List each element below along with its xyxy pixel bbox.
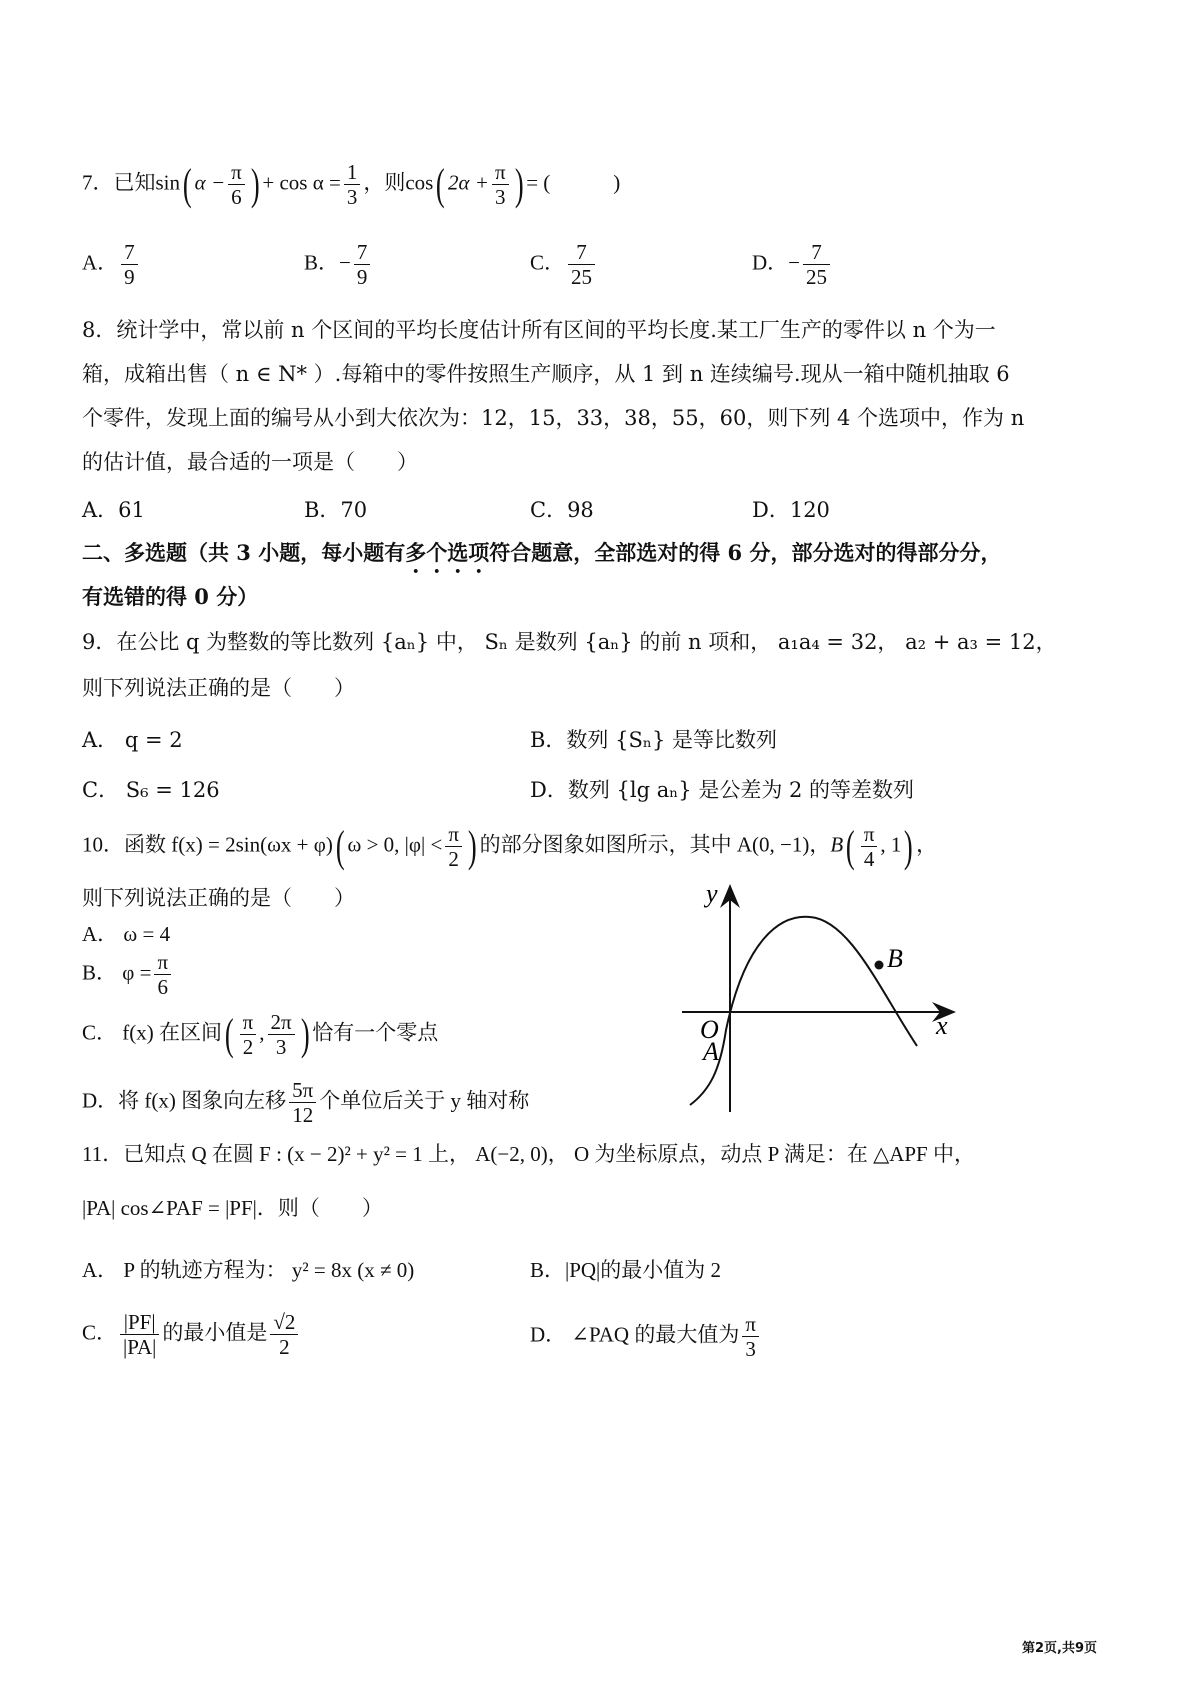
frac-den: 3 — [494, 185, 506, 210]
q11-option-a[interactable]: A． P 的轨迹方程为： y² = 8x (x ≠ 0) — [82, 1258, 415, 1282]
frac-num: 7 — [568, 240, 595, 265]
q7-cos-alpha: + cos α = — [262, 170, 341, 195]
frac-num: π — [228, 160, 245, 185]
frac-1-3 — [344, 160, 361, 209]
frac — [803, 240, 830, 289]
section-heading — [82, 540, 1001, 578]
frac-num: π — [492, 160, 509, 185]
frac-num: 2π — [268, 1010, 295, 1035]
point-a-label: A — [703, 1037, 719, 1066]
frac-num: π — [240, 1010, 257, 1035]
q10-line-2: 则下列说法正确的是（ ） — [82, 886, 355, 910]
q10-option-d[interactable] — [82, 1078, 529, 1127]
tail: 个单位后关于 y 轴对称 — [319, 1088, 530, 1113]
q7-tail: = ( ) — [526, 170, 621, 195]
q10-point-b: B — [830, 832, 844, 857]
frac-num: |PF| — [120, 1310, 159, 1335]
point-b — [875, 961, 884, 970]
q7-stem — [82, 160, 620, 209]
paren: ) — [904, 821, 914, 871]
q10-b-tail: , 1 — [880, 832, 902, 857]
frac-pi-6 — [228, 160, 245, 209]
page-number: 第2页,共9页 — [1022, 1641, 1098, 1656]
q7-cos: cos — [405, 170, 434, 195]
tail: 恰有一个零点 — [312, 1020, 439, 1045]
frac-den: 3 — [745, 1337, 756, 1362]
frac-den: 6 — [157, 975, 169, 1000]
q11-option-c[interactable] — [82, 1310, 301, 1359]
q8-line-2: 箱，成箱出售（ n ∈ N* ）.每箱中的零件按照生产顺序，从 1 到 n 连续编号.现从一箱中随机抽取 6 — [82, 362, 1010, 386]
sign: − — [788, 250, 801, 275]
section-heading-line-2: 有选错的得 0 分） — [82, 584, 259, 609]
frac — [568, 240, 595, 289]
q10-mid: 的部分图象如图所示，其中 A(0, −1)， — [479, 832, 831, 857]
label: C． — [530, 250, 566, 275]
paren: ( — [224, 1009, 234, 1059]
q8-line-4: 的估计值，最合适的一项是（ ） — [82, 450, 418, 474]
frac — [270, 1310, 298, 1359]
q7-2alpha: 2α + — [447, 170, 489, 195]
frac-num: 7 — [121, 240, 138, 265]
paren: ) — [250, 159, 260, 209]
paren: ) — [467, 821, 477, 871]
frac-den: 25 — [571, 265, 593, 290]
q11-option-b[interactable]: B．|PQ|的最小值为 2 — [530, 1258, 722, 1282]
q8-option-a[interactable]: A．61 — [82, 498, 145, 522]
point-b-label: B — [887, 944, 903, 973]
q11-line-2: |PA| cos∠PAF = |PF|．则（ ） — [82, 1196, 383, 1220]
q7-option-d[interactable] — [752, 240, 833, 289]
frac-den: 4 — [863, 847, 875, 872]
frac-den: |PA| — [123, 1335, 157, 1360]
q9-line-2: 则下列说法正确的是（ ） — [82, 676, 355, 700]
q8-line-3: 个零件，发现上面的编号从小到大依次为：12，15，33，38，55，60，则下列 4 个选项中，作为 n — [82, 406, 1025, 430]
frac-pi-4 — [861, 822, 878, 871]
frac-num: 1 — [344, 160, 361, 185]
q10-stem — [82, 822, 937, 871]
label: B． φ = — [82, 960, 152, 985]
q9-line-1: 9．在公比 q 为整数的等比数列 {aₙ} 中， Sₙ 是数列 {aₙ} 的前 n 项和， a₁a₄ = 32， a₂ + a₃ = 12， — [82, 630, 1057, 654]
frac — [268, 1010, 295, 1059]
frac-den: 9 — [356, 265, 368, 290]
frac-num: π — [445, 822, 462, 847]
frac — [121, 240, 138, 289]
q8-option-b[interactable]: B．70 — [304, 498, 368, 522]
frac — [354, 240, 371, 289]
frac-den: 2 — [279, 1335, 290, 1360]
function-graph — [670, 880, 990, 1120]
q7-sin: sin — [155, 170, 181, 195]
q10-function: 10．函数 f(x) = 2sin(ωx + φ) — [82, 832, 333, 857]
q7-alpha: α − — [194, 170, 226, 195]
frac-num: π — [742, 1312, 759, 1337]
x-axis-label: x — [936, 1011, 948, 1040]
frac-num: π — [154, 950, 171, 975]
frac-num: √2 — [270, 1310, 298, 1335]
frac-den: 2 — [448, 847, 459, 872]
paren: ( — [436, 159, 446, 209]
q10-option-c[interactable]: C． f(x) 在区间( $\frac{\pi}{2}$ , $\frac{2\pi}{3}$ ) 恰有一个零点 — [82, 1009, 439, 1060]
sign: − — [339, 250, 351, 275]
q7-option-b[interactable] — [304, 240, 373, 289]
label: A． — [82, 250, 119, 275]
q10-option-b[interactable] — [82, 950, 174, 999]
heading-emphasis: 多个选项 — [405, 540, 490, 565]
q9-option-b[interactable]: B．数列 {Sₙ} 是等比数列 — [530, 728, 777, 752]
frac — [240, 1010, 257, 1059]
sine-curve — [690, 917, 917, 1105]
heading-part: 二、多选题（共 3 小题，每小题有 — [82, 540, 406, 565]
paren: ( — [182, 159, 192, 209]
frac-num: 5π — [289, 1078, 316, 1103]
q8-line-1: 8．统计学中，常以前 n 个区间的平均长度估计所有区间的平均长度.某工厂生产的零件以 n 个为一 — [82, 318, 996, 342]
label: C． — [82, 1320, 118, 1345]
q9-option-a[interactable]: A． q = 2 — [82, 728, 183, 752]
frac — [742, 1312, 759, 1361]
q10-option-a[interactable]: A． ω = 4 — [82, 922, 171, 946]
paren: ( — [335, 821, 345, 871]
q10-condition: ω > 0, |φ| < — [347, 832, 443, 857]
frac — [289, 1078, 316, 1127]
frac-den: 12 — [292, 1103, 314, 1128]
q7-then: ，则 — [363, 170, 406, 195]
frac-den: 3 — [275, 1035, 287, 1060]
frac — [120, 1310, 159, 1359]
label: C． f(x) 在区间 — [82, 1020, 222, 1045]
frac-den: 3 — [346, 185, 358, 210]
q8-option-c[interactable]: C．98 — [530, 498, 594, 522]
frac — [154, 950, 171, 999]
heading-part: 符合题意，全部选对的得 6 分，部分选对的得部分分， — [489, 540, 1002, 565]
frac-den: 25 — [806, 265, 828, 290]
y-axis-label: y — [706, 880, 718, 908]
frac-num: π — [861, 822, 878, 847]
label: D．将 f(x) 图象向左移 — [82, 1088, 287, 1113]
q7-option-a[interactable] — [82, 240, 141, 289]
label: D． ∠PAQ 的最大值为 — [530, 1322, 740, 1347]
paren: ) — [300, 1009, 310, 1059]
q11-option-d[interactable] — [530, 1312, 762, 1361]
frac-den: 6 — [231, 185, 242, 210]
label: B． — [304, 250, 340, 275]
q9-option-c[interactable]: C． S₆ = 126 — [82, 778, 220, 802]
paren: ) — [514, 159, 524, 209]
frac-den: 2 — [242, 1035, 254, 1060]
frac-den: 9 — [124, 265, 135, 290]
q11-line-1: 11．已知点 Q 在圆 F : (x − 2)² + y² = 1 上， A(−2, 0)， O 为坐标原点，动点 P 满足：在 △APF 中， — [82, 1142, 975, 1166]
q7-prefix: 7．已知 — [82, 170, 156, 195]
frac-pi-3 — [492, 160, 509, 209]
frac-num: 7 — [354, 240, 371, 265]
origin-label: O — [700, 1015, 719, 1044]
q10-end: ， — [916, 832, 938, 857]
mid: 的最小值是 — [162, 1320, 268, 1345]
paren: ( — [846, 821, 855, 871]
q9-option-d[interactable]: D．数列 {lg aₙ} 是公差为 2 的等差数列 — [530, 778, 915, 802]
q8-option-d[interactable]: D．120 — [752, 498, 830, 522]
frac-num: 7 — [803, 240, 830, 265]
frac-pi-2 — [445, 822, 462, 871]
q7-option-c[interactable] — [530, 240, 598, 289]
label: D． — [752, 250, 789, 275]
